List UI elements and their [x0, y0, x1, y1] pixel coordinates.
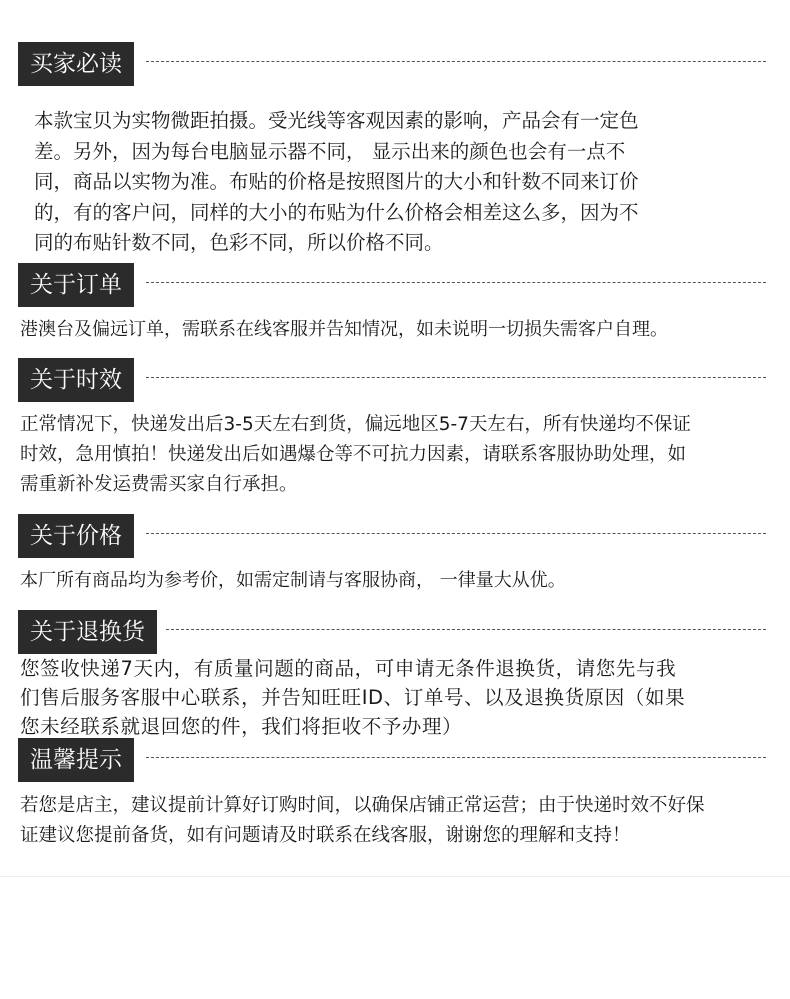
section-header-tips	[18, 738, 766, 782]
dashed-divider	[146, 757, 766, 758]
section-title: 关于退换货	[18, 610, 157, 654]
section-title: 关于时效	[18, 358, 134, 402]
dashed-divider	[146, 377, 766, 378]
section-title: 关于订单	[18, 263, 134, 307]
section-text-pricing: 本厂所有商品均为参考价，如需定制请与客服协商， 一律量大从优。	[20, 570, 566, 591]
section-text-delivery-time: 正常情况下，快递发出后3-5天左右到货，偏远地区5-7天左右，所有快递均不保证 时效，急用慎拍！快递发出后如遇爆仓等不可抗力因素，请联系客服协助处理，如 需重新补发运费需买家自行承担。	[20, 414, 691, 495]
section-text-orders: 港澳台及偏远订单，需联系在线客服并告知情况，如未说明一切损失需客户自理。	[20, 319, 668, 340]
section-header-returns	[18, 610, 766, 654]
section-title: 温馨提示	[18, 738, 134, 782]
section-header-orders	[18, 263, 766, 307]
dashed-divider	[146, 533, 766, 534]
section-text-buyer-notice: 本款宝贝为实物微距拍摄。受光线等客观因素的影响，产品会有一定色 差。另外，因为每台电脑显示器不同， 显示出来的颜色也会有一点不 同，商品以实物为准。布贴的价格是按照图片的大小和针数不同来订价 的，有的客户问，同样的大小的布贴为什么价格会相差这么多，因为不 同的布贴针数不同，色彩不同，所以价格不同。	[34, 109, 639, 254]
dashed-divider	[146, 282, 766, 283]
section-header-buyer-notice	[18, 42, 766, 86]
section-title: 关于价格	[18, 514, 134, 558]
dashed-divider	[166, 629, 766, 630]
section-text-returns: 您签收快递7天内，有质量问题的商品，可申请无条件退换货，请您先与我 们售后服务客服中心联系，并告知旺旺ID、订单号、以及退换货原因（如果 您未经联系就退回您的件，我们将拒收不予办理）	[20, 657, 686, 738]
section-title: 买家必读	[18, 42, 134, 86]
section-header-pricing	[18, 514, 766, 558]
bottom-divider	[0, 876, 790, 877]
section-text-tips: 若您是店主，建议提前计算好订购时间，以确保店铺正常运营；由于快递时效不好保 证建议您提前备货，如有问题请及时联系在线客服，谢谢您的理解和支持！	[20, 795, 705, 846]
section-header-delivery-time	[18, 358, 766, 402]
dashed-divider	[146, 61, 766, 62]
